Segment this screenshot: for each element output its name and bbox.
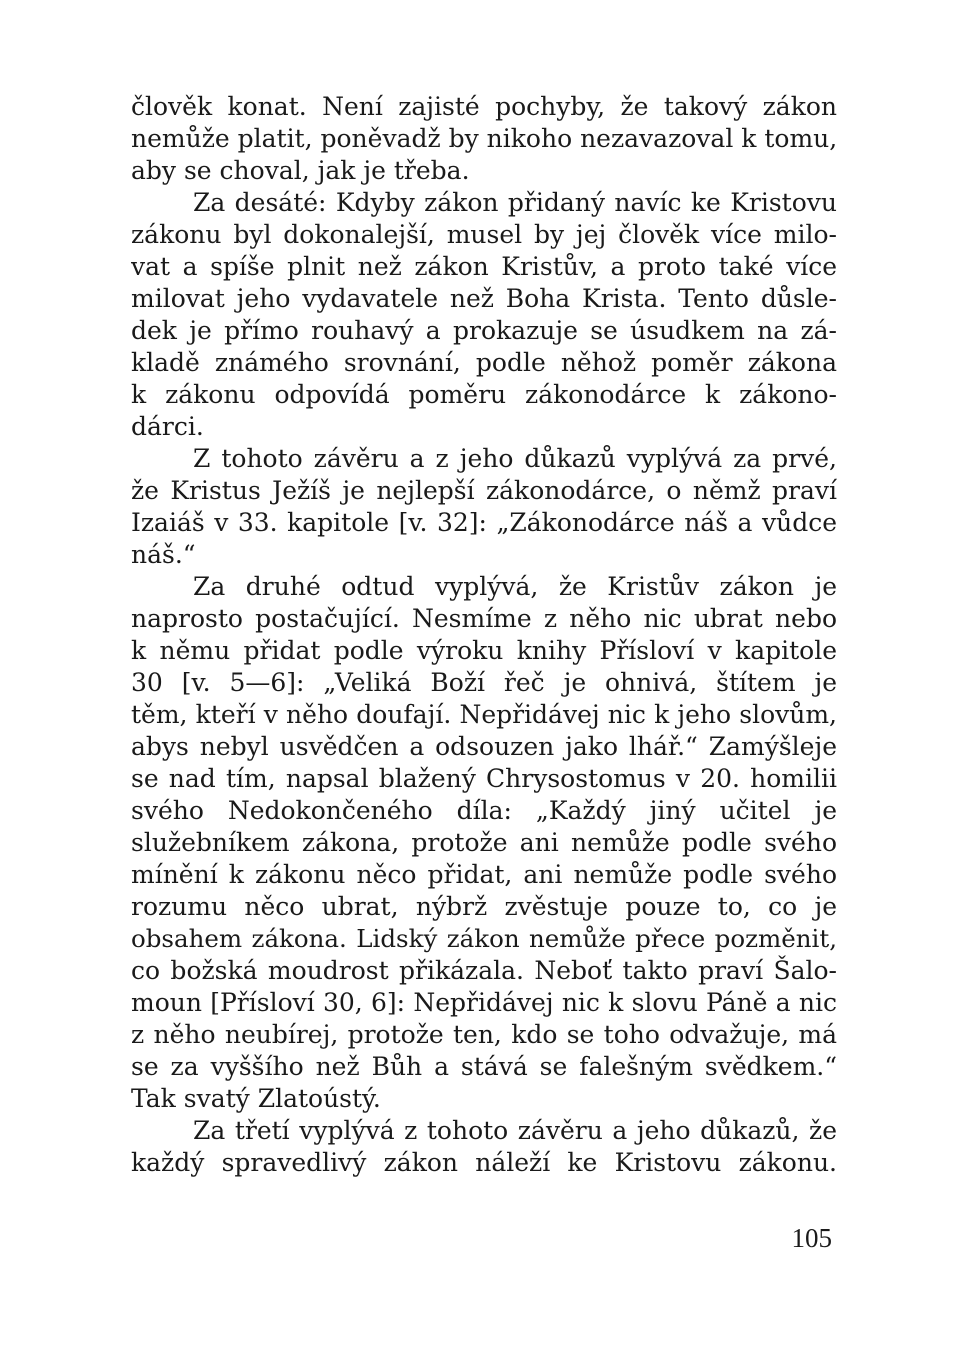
text-line: každý spravedlivý zákon náleží ke Kristovu zákonu.	[131, 1148, 837, 1177]
text-line: z něho neubírej, protože ten, kdo se toho odvažuje, má	[131, 1020, 837, 1049]
text-line: aby se choval, jak je třeba.	[131, 156, 470, 185]
text-line: že Kristus Ježíš je nejlepší zákonodárce, o němž praví	[131, 476, 837, 505]
text-line: člověk konat. Není zajisté pochyby, že takový zákon	[131, 92, 837, 121]
text-line: milovat jeho vydavatele než Boha Krista. Tento důsle-	[131, 284, 837, 313]
text-line: svého Nedokončeného díla: „Každý jiný učitel je	[131, 796, 837, 825]
text-line: zákonu byl dokonalejší, musel by jej člověk více milo-	[131, 220, 837, 249]
text-line: těm, kteří v něho doufají. Nepřidávej nic k jeho slovům,	[131, 700, 837, 729]
text-line: naprosto postačující. Nesmíme z něho nic ubrat nebo	[131, 604, 837, 633]
text-line: k němu přidat podle výroku knihy Přísloví v kapitole	[131, 636, 837, 665]
paragraph-first-line: Za druhé odtud vyplývá, že Kristův zákon je	[193, 572, 837, 601]
text-line: mínění k zákonu něco přidat, ani nemůže podle svého	[131, 860, 837, 889]
text-line: rozumu něco ubrat, nýbrž zvěstuje pouze to, co je	[131, 892, 837, 921]
text-line: 30 [v. 5—6]: „Veliká Boží řeč je ohnivá, štítem je	[131, 668, 837, 697]
paragraph-first-line: Za třetí vyplývá z tohoto závěru a jeho důkazů, že	[193, 1116, 837, 1145]
page-body-text	[131, 91, 837, 1179]
text-line: Tak svatý Zlatoústý.	[131, 1084, 381, 1113]
text-line: k zákonu odpovídá poměru zákonodárce k zákono-	[131, 380, 837, 409]
paragraph-first-line: Za desáté: Kdyby zákon přidaný navíc ke Kristovu	[193, 188, 837, 217]
text-line: Izaiáš v 33. kapitole [v. 32]: „Zákonodárce náš a vůdce	[131, 508, 837, 537]
text-line: co božská moudrost přikázala. Neboť takto praví Šalo-	[131, 956, 837, 985]
paragraph-first-line: Z tohoto závěru a z jeho důkazů vyplývá za prvé,	[193, 444, 837, 473]
text-line: se nad tím, napsal blažený Chrysostomus v 20. homilii	[131, 764, 837, 793]
text-line: dek je přímo rouhavý a prokazuje se úsudkem na zá-	[131, 316, 837, 345]
text-line: kladě známého srovnání, podle něhož poměr zákona	[131, 348, 837, 377]
text-line: náš.“	[131, 540, 196, 569]
text-line: moun [Přísloví 30, 6]: Nepřidávej nic k slovu Páně a nic	[131, 988, 837, 1017]
text-line: nemůže platit, poněvadž by nikoho nezavazoval k tomu,	[131, 124, 837, 153]
text-line: dárci.	[131, 412, 204, 441]
text-line: služebníkem zákona, protože ani nemůže podle svého	[131, 828, 837, 857]
text-line: obsahem zákona. Lidský zákon nemůže přece pozměnit,	[131, 924, 837, 953]
text-line: vat a spíše plnit než zákon Kristův, a proto také více	[131, 252, 837, 281]
text-line: se za vyššího než Bůh a stává se falešným svědkem.“	[131, 1052, 837, 1081]
page-number: 105	[791, 1223, 832, 1253]
text-line: abys nebyl usvědčen a odsouzen jako lhář.“ Zamýšleje	[131, 732, 837, 761]
